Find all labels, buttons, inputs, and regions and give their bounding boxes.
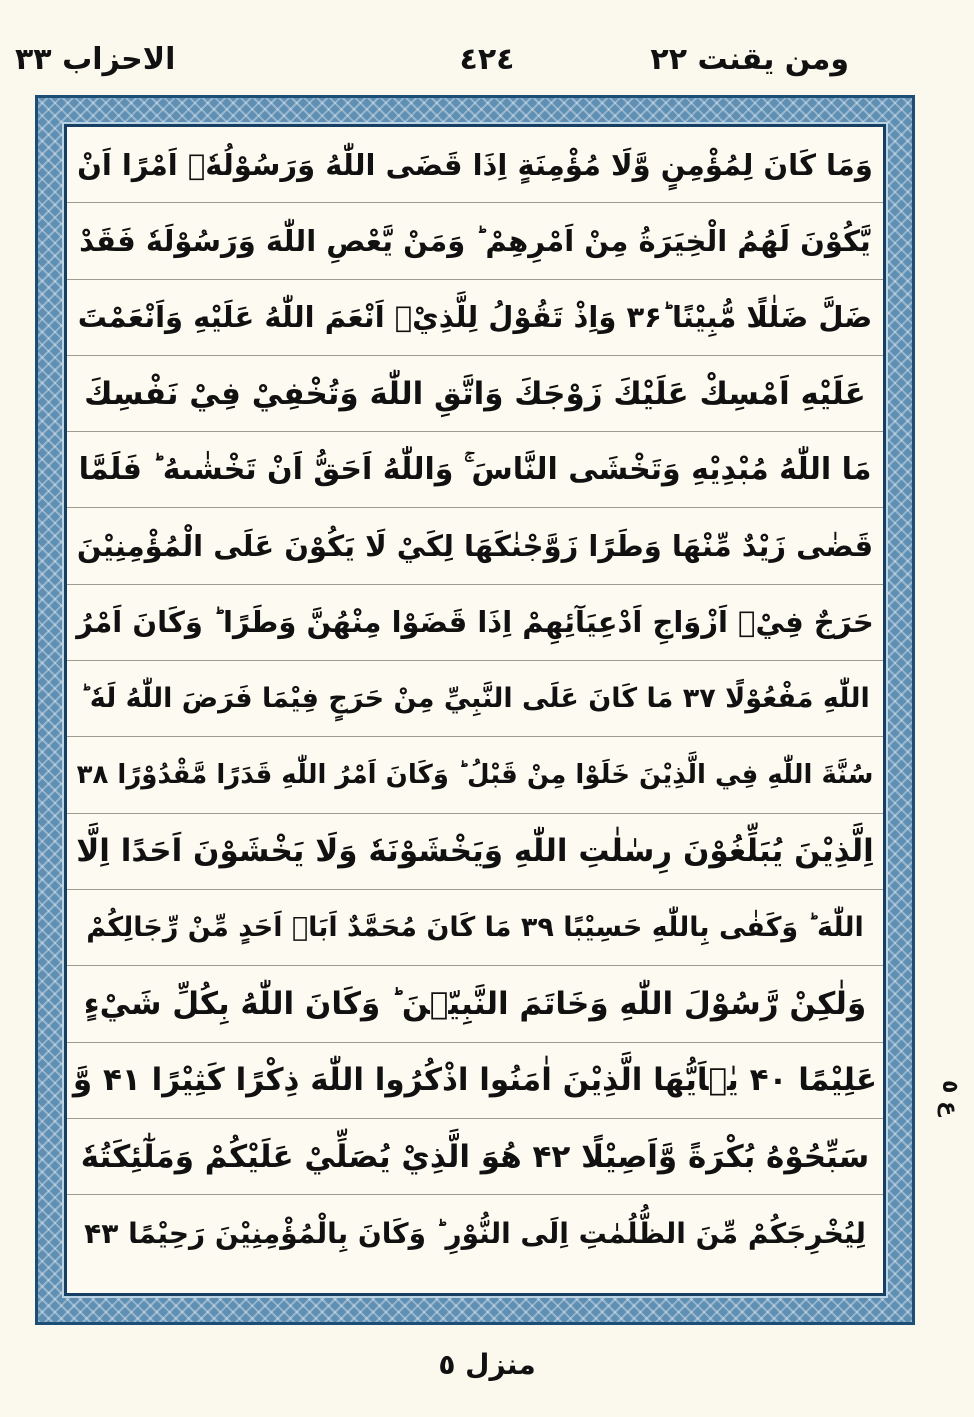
verse-line: وَمَا كَانَ لِمُؤْمِنٍ وَّلَا مُؤْمِنَةٍ اِذَا قَضَى اللّٰهُ وَرَسُوْلُهٗۤ اَمْرًا اَنْ	[67, 127, 883, 203]
verse-line: لِيُخْرِجَكُمْ مِّنَ الظُّلُمٰتِ اِلَى النُّوْرِ ؕ وَكَانَ بِالْمُؤْمِنِيْنَ رَحِيْمًا ۴۳	[84, 1216, 866, 1250]
surah-title: الاحزاب ٣٣	[15, 42, 176, 77]
verse-line: سَبِّحُوْهُ بُكْرَةً وَّاَصِيْلًا ۴۲ هُوَ الَّذِيْ يُصَلِّيْ عَلَيْكُمْ وَمَلٰٓئِكَتُهٗ	[67, 1119, 883, 1195]
verse-line: وَلٰكِنْ رَّسُوْلَ اللّٰهِ وَخَاتَمَ النَّبِيّٖنَ ؕ وَكَانَ اللّٰهُ بِكُلِّ شَيْءٍ	[67, 966, 883, 1042]
verse-line: ضَلَّ ضَلٰلًا مُّبِيْنًا ؕ۳۶ وَاِذْ تَقُوْلُ لِلَّذِيْۤ اَنْعَمَ اللّٰهُ عَلَيْهِ وَاَنْعَمْتَ	[67, 280, 883, 356]
verse-line: اللّٰهَ ؕ وَكَفٰى بِاللّٰهِ حَسِيْبًا ۳۹ مَا كَانَ مُحَمَّدٌ اَبَاۤ اَحَدٍ مِّنْ رِّجَالِكُمْ	[67, 890, 883, 966]
verse-line: اللّٰهِ مَفْعُوْلًا ۳۷ مَا كَانَ عَلَى النَّبِيِّ مِنْ حَرَجٍ فِيْمَا فَرَضَ اللّٰهُ لَهٗ ؕ	[67, 661, 883, 737]
juz-title: ومن يقنت ٢٢	[650, 42, 849, 77]
verse-line: عَلَيْهِ اَمْسِكْ عَلَيْكَ زَوْجَكَ وَاتَّقِ اللّٰهَ وَتُخْفِيْ فِيْ نَفْسِكَ	[67, 356, 883, 432]
verse-line: حَرَجٌ فِيْۤ اَزْوَاجِ اَدْعِيَآئِهِمْ اِذَا قَضَوْا مِنْهُنَّ وَطَرًا ؕ وَكَانَ اَمْرُ	[67, 585, 883, 661]
page-number: ٤٢٤	[459, 42, 515, 77]
page-header	[0, 0, 974, 95]
manzil-footer: منزل ٥	[438, 1348, 536, 1381]
ornamental-border	[35, 95, 915, 1325]
text-panel	[64, 124, 886, 1296]
verse-line: عَلِيْمًا ۴۰ يٰۤاَيُّهَا الَّذِيْنَ اٰمَنُوا اذْكُرُوا اللّٰهَ ذِكْرًا كَثِيْرًا ۴۱ وَّ	[67, 1043, 883, 1119]
ruku-marker: ع ٥	[937, 1080, 962, 1117]
verse-line: مَا اللّٰهُ مُبْدِيْهِ وَتَخْشَى النَّاسَ ۚ وَاللّٰهُ اَحَقُّ اَنْ تَخْشٰىهُ ؕ فَلَمَّا	[67, 432, 883, 508]
verse-line: قَضٰى زَيْدٌ مِّنْهَا وَطَرًا زَوَّجْنٰكَهَا لِكَيْ لَا يَكُوْنَ عَلَى الْمُؤْمِنِيْنَ	[67, 508, 883, 584]
verse-line: يَّكُوْنَ لَهُمُ الْخِيَرَةُ مِنْ اَمْرِهِمْ ؕ وَمَنْ يَّعْصِ اللّٰهَ وَرَسُوْلَهٗ فَقَدْ	[67, 203, 883, 279]
verse-line: اِلَّذِيْنَ يُبَلِّغُوْنَ رِسٰلٰتِ اللّٰهِ وَيَخْشَوْنَهٗ وَلَا يَخْشَوْنَ اَحَدًا اِلَّا	[67, 814, 883, 890]
verse-line: سُنَّةَ اللّٰهِ فِي الَّذِيْنَ خَلَوْا مِنْ قَبْلُ ؕ وَكَانَ اَمْرُ اللّٰهِ قَدَرًا مَّقْدُوْرًا ۳۸	[67, 737, 883, 813]
